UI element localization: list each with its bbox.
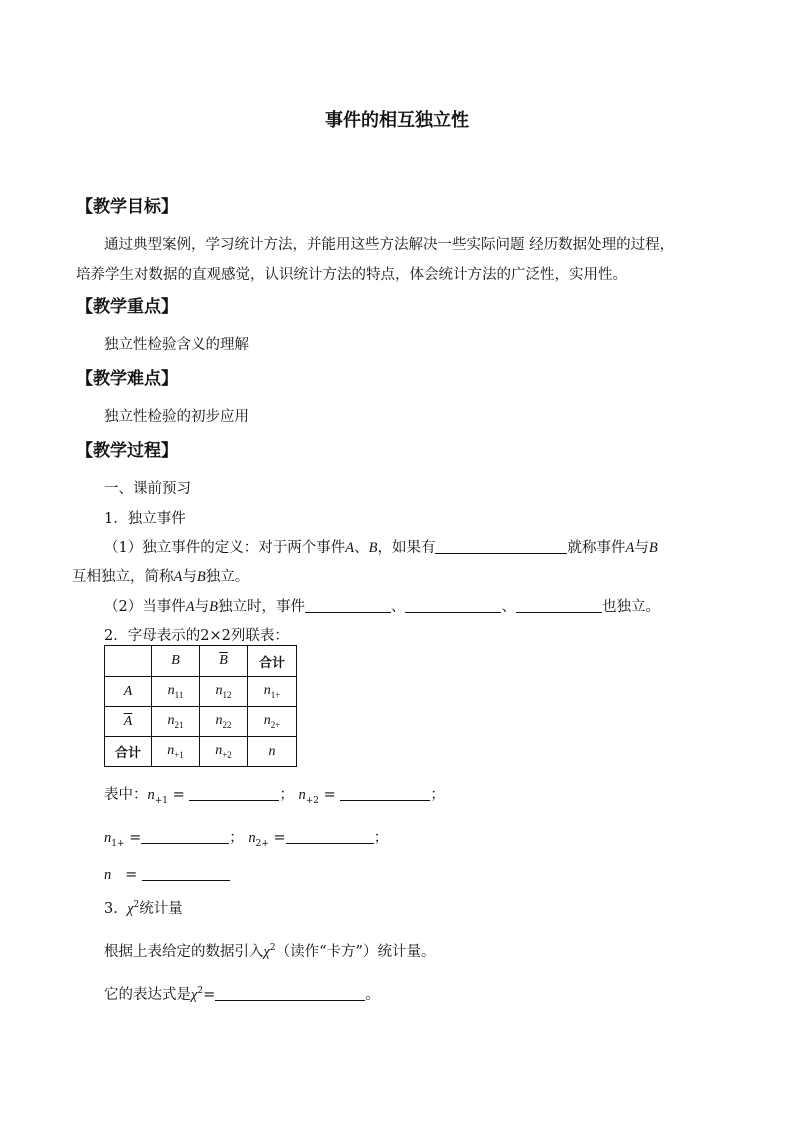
- formula-line-3: n =: [104, 866, 230, 884]
- process-heading: 【教学过程】: [76, 441, 178, 461]
- cell-n11: $n_{11}$: [152, 677, 200, 707]
- row-label-a-bar: $\overline{A}$: [105, 707, 152, 737]
- item-independent-events: 1．独立事件: [104, 511, 186, 527]
- blank-nplus2[interactable]: [340, 786, 430, 801]
- key-points-heading: 【教学重点】: [76, 297, 178, 317]
- objectives-line-1: 通过典型案例，学习统计方法，并能用这些方法解决一些实际问题 经历数据处理的过程，: [104, 237, 675, 253]
- row-label-a: A: [105, 677, 152, 707]
- cell-nplus2: $n_{+2}$: [200, 737, 248, 767]
- chi-square-intro: 根据上表给定的数据引入$\chi^2$（读作“卡方”）统计量。: [104, 943, 436, 960]
- definition-line-1: （1）独立事件的定义：对于两个事件A、B，如果有 就称事件A与B: [104, 540, 658, 556]
- blank-chi-square[interactable]: [215, 986, 365, 1001]
- header-b: B: [152, 646, 200, 677]
- question-2-line: （2）当事件A与B独立时，事件 、 、 也独立。: [104, 599, 660, 615]
- formula-line-2: $n_{1+}$ = ； $n_{2+}$ = ；: [104, 830, 389, 849]
- contingency-table: [104, 645, 297, 767]
- item-contingency-table: 2．字母表示的2×2列联表：: [104, 628, 289, 644]
- blank-n2plus[interactable]: [286, 829, 374, 844]
- cell-n21: $n_{21}$: [152, 707, 200, 737]
- pre-study-label: 一、课前预习: [104, 481, 191, 497]
- objectives-line-2: 培养学生对数据的直观感觉，认识统计方法的特点，体会统计方法的广泛性，实用性。: [76, 267, 627, 283]
- difficulties-heading: 【教学难点】: [76, 369, 178, 389]
- objectives-heading: 【教学目标】: [76, 197, 178, 217]
- cell-n22: $n_{22}$: [200, 707, 248, 737]
- cell-n12: $n_{12}$: [200, 677, 248, 707]
- row-label-total: 合计: [105, 737, 152, 767]
- cell-n1plus: $n_{1+}$: [248, 677, 297, 707]
- header-total: 合计: [248, 646, 297, 677]
- event-blank-3[interactable]: [516, 598, 602, 613]
- event-blank-2[interactable]: [405, 598, 501, 613]
- cell-n-total: n: [248, 737, 297, 767]
- chi-square-expression: 它的表达式是$\chi^2=$ 。: [104, 986, 380, 1003]
- table-corner: [105, 646, 152, 677]
- formula-line-1: 表中：$n_{+1}$ = ； $n_{+2}$ = ；: [104, 787, 445, 806]
- blank-n[interactable]: [142, 866, 230, 881]
- blank-n1plus[interactable]: [141, 829, 229, 844]
- definition-blank[interactable]: [435, 539, 567, 554]
- cell-n2plus: $n_{2+}$: [248, 707, 297, 737]
- event-blank-1[interactable]: [305, 598, 391, 613]
- item-chi-square: 3. $\chi^2$统计量: [104, 900, 183, 917]
- header-b-bar: $\overline{B}$: [200, 646, 248, 677]
- difficulties-text: 独立性检验的初步应用: [104, 409, 249, 425]
- cell-nplus1: $n_{+1}$: [152, 737, 200, 767]
- definition-line-2: 互相独立，简称A与B独立。: [72, 569, 250, 585]
- page-title: 事件的相互独立性: [325, 110, 469, 131]
- key-points-text: 独立性检验含义的理解: [104, 337, 249, 353]
- blank-nplus1[interactable]: [189, 786, 279, 801]
